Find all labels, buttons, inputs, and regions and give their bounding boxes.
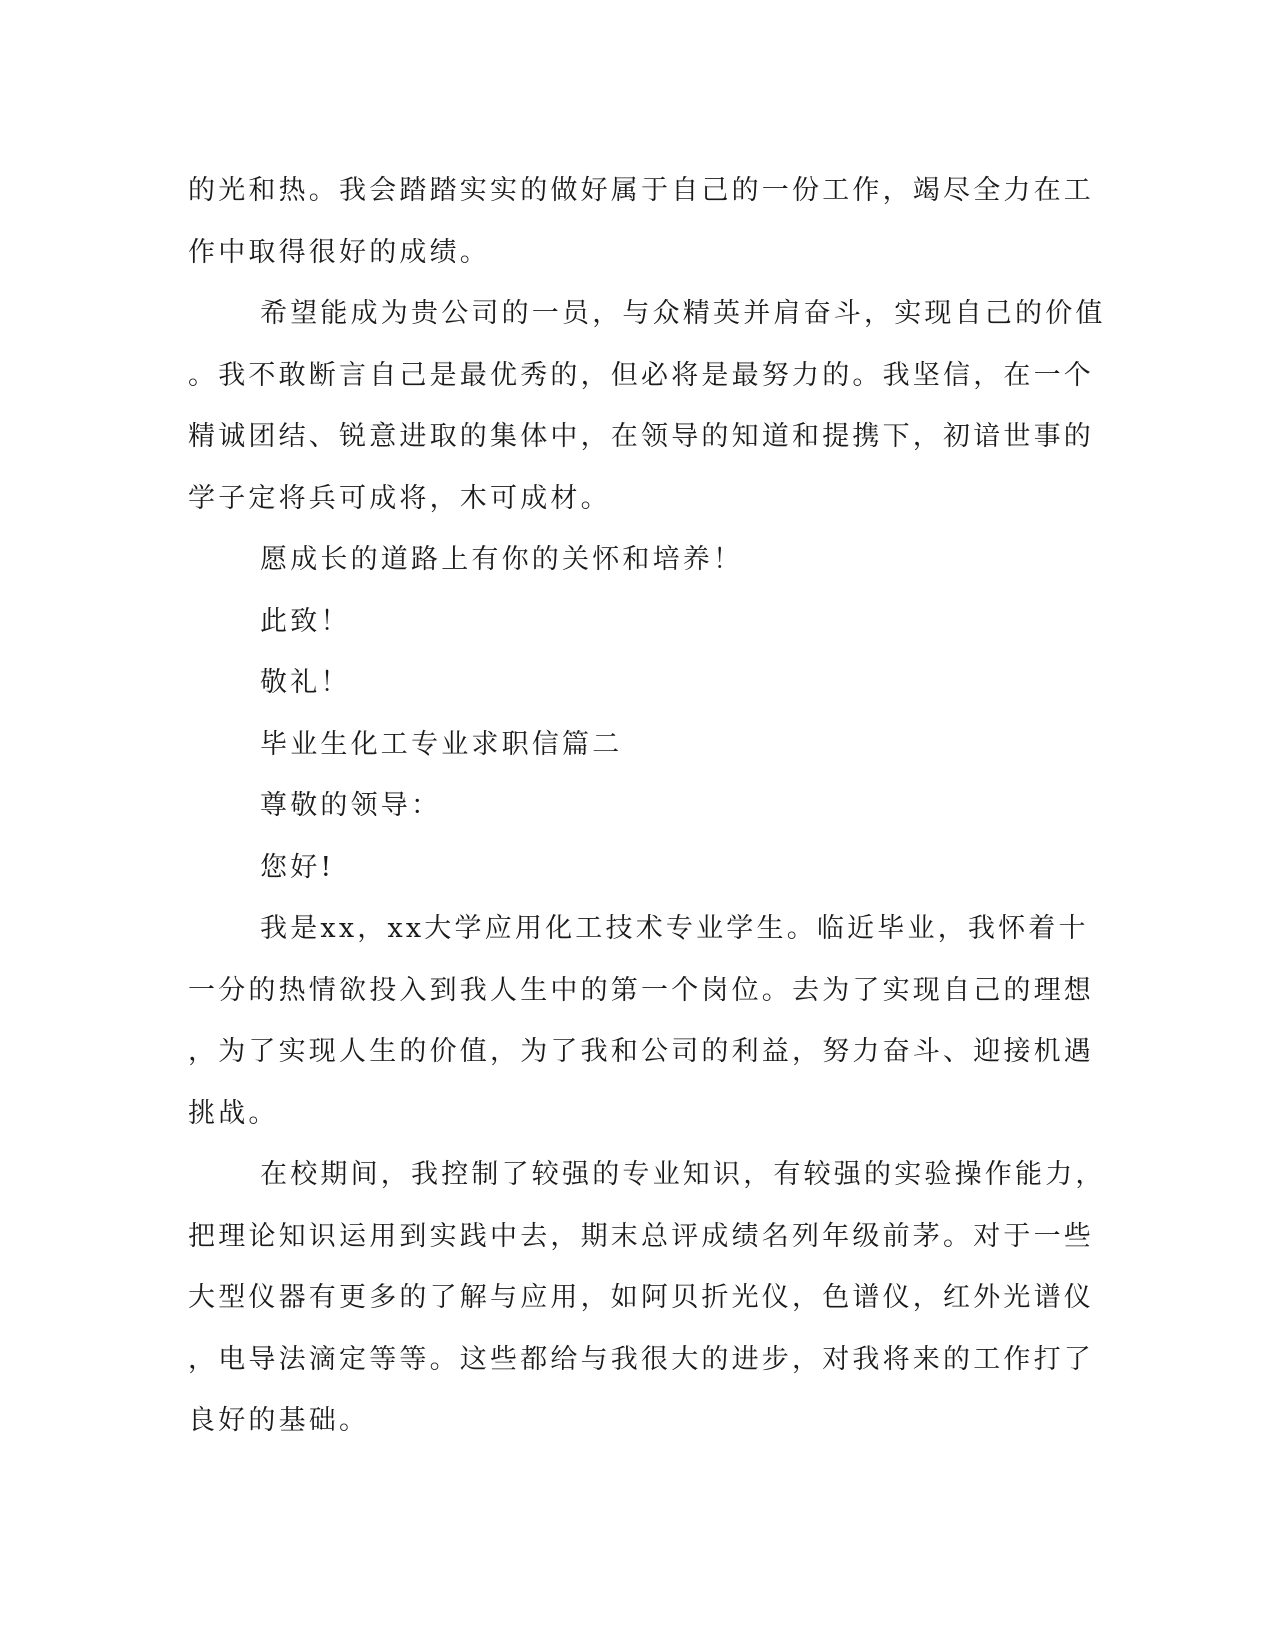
text-line: 学子定将兵可成将，木可成材。 xyxy=(188,482,611,514)
greeting-hello xyxy=(188,837,1068,899)
text-line: 此致！ xyxy=(260,605,351,637)
text-line: 愿成长的道路上有你的关怀和培养！ xyxy=(260,544,744,575)
document-body xyxy=(188,160,1106,1452)
paragraph-school-experience xyxy=(188,1144,1106,1452)
text-line: 大型仪器有更多的了解与应用，如阿贝折光仪，色谱仪，红外光谱仪 xyxy=(188,1282,1094,1313)
paragraph-closing-continuation xyxy=(188,160,1094,283)
text-line: 尊敬的领导： xyxy=(260,790,442,821)
text-line: 在校期间，我控制了较强的专业知识，有较强的实验操作能力， xyxy=(260,1159,1106,1190)
text-line: ，为了实现人生的价值，为了我和公司的利益，努力奋斗、迎接机遇 xyxy=(188,1036,1094,1067)
text-line: 作中取得很好的成绩。 xyxy=(188,236,490,268)
text-line: 把理论知识运用到实践中去，期末总评成绩名列年级前茅。对于一些 xyxy=(188,1220,1094,1252)
text-line: 毕业生化工专业求职信篇二 xyxy=(260,728,623,760)
paragraph-wish xyxy=(188,529,1068,591)
text-line: 您好! xyxy=(260,851,335,883)
text-line: 良好的基础。 xyxy=(188,1405,370,1436)
salutation-jingli xyxy=(188,652,1068,714)
text-line: ，电导法滴定等等。这些都给与我很大的进步，对我将来的工作打了 xyxy=(188,1343,1094,1375)
text-line: 一分的热情欲投入到我人生中的第一个岗位。去为了实现自己的理想 xyxy=(188,974,1094,1006)
text-line: 希望能成为贵公司的一员，与众精英并肩奋斗，实现自己的价值 xyxy=(260,298,1106,329)
text-line: 敬礼！ xyxy=(260,667,351,698)
text-line: 。我不敢断言自己是最优秀的，但必将是最努力的。我坚信，在一个 xyxy=(188,359,1094,391)
salutation-cizhi xyxy=(188,591,1068,653)
section-heading xyxy=(188,714,1068,776)
greeting-recipient xyxy=(188,775,1068,837)
text-line: 精诚团结、锐意进取的集体中，在领导的知道和提携下，初谙世事的 xyxy=(188,421,1094,452)
paragraph-hope xyxy=(188,283,1106,529)
paragraph-introduction xyxy=(188,898,1094,1144)
text-line: 的光和热。我会踏踏实实的做好属于自己的一份工作，竭尽全力在工 xyxy=(188,175,1094,206)
text-line: 我是xx，xx大学应用化工技术专业学生。临近毕业，我怀着十 xyxy=(260,913,1089,944)
text-line: 挑战。 xyxy=(188,1097,279,1129)
